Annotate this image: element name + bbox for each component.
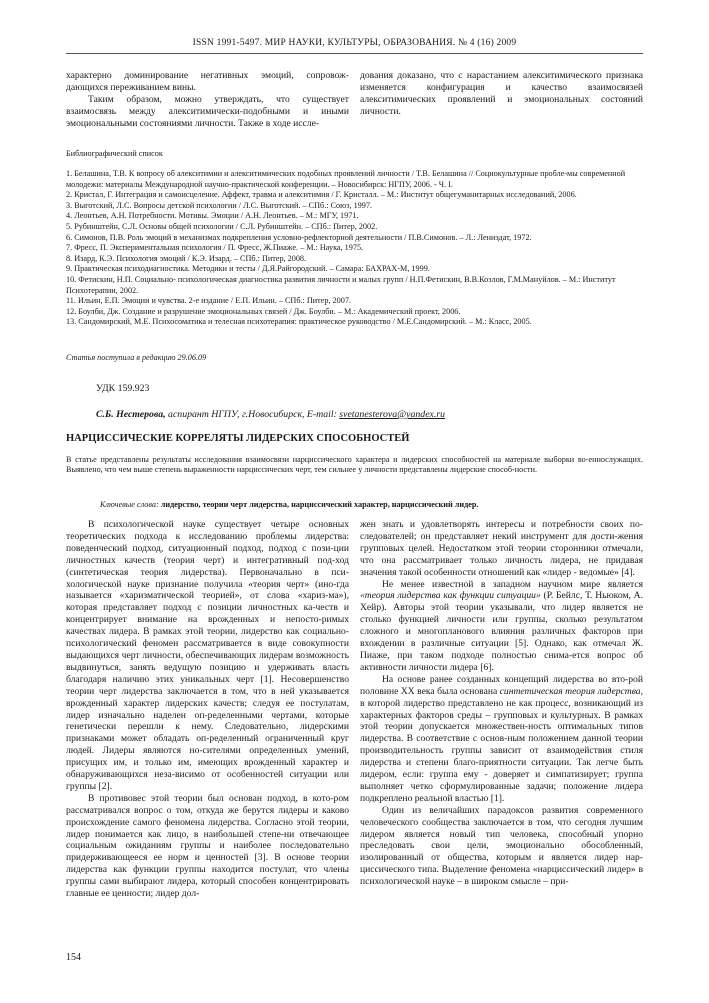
article-title: НАРЦИССИЧЕСКИЕ КОРРЕЛЯТЫ ЛИДЕРСКИХ СПОСОБНОСТЕЙ [66,433,410,444]
abstract: В статье представлены результаты исследования взаимосвязи нарциссического характера и лидерских способностей на материале выборки во-еннослужащих. Выявлено, что чем выше степень выраженности нарциссических черт, тем сильнее у личности представлены лидерские способ-ности. [66,455,643,475]
reference-item: 4. Леонтьев, А.Н. Потребности. Мотивы. Эмоции / А.Н. Леонтьев. – М.: МГУ, 1971. [66,211,359,221]
text-run: жен знать и удовлетворять интересы и потребности своих по-следователей; он представляет некий инструмент для дости-жения групповых целей. Недостатком этой теории сторонники отмечали, что она рассматривает только личность лидера, не придавая значения такой особенности отношений как «лидер - ведомые» [4]. [360,519,643,578]
keywords-label: Ключевые слова: [100,500,159,509]
reference-item: 6. Симонов, П.В. Роль эмоций в механизмах подкрепления условно-рефлекторной деятельности / П.В.Симонов. – Л.: Лениздат, 1972. [66,232,532,242]
text-run: Не менее известной в западном научном мире является [382,578,643,590]
paragraph [360,519,643,579]
text-run: На основе ранее созданных концепций лидерства во вто-рой половине XX века была основана [360,673,643,697]
journal-header: ISSN 1991-5497. МИР НАУКИ, КУЛЬТУРЫ, ОБРАЗОВАНИЯ. № 4 (16) 2009 [66,38,643,54]
reference-item: 10. Фетискин, Н.П. Социально- психологическая диагностика развития личности и малых групп / Н.П.Фетискин, В.В.Козлов, Г.М.Мануйлов. – М.: Институт Психотерапии, 2002. [66,274,616,295]
paragraph [360,805,643,888]
reference-item: 3. Выготский, Л.С. Вопросы детской психологии / Л.С. Выготский. – СПб.: Союз, 1997. [66,200,373,210]
keywords [100,500,643,509]
body-left-column [66,519,349,900]
reference-item: 2. Кристал, Г. Интеграция и самоисцеление. Аффект, травма и алекситимия / Г. Кристалл. – М.: Институт общегуманитарных исследований, 2006. [66,190,577,200]
reference-item: 12. Боулби, Дж. Создание и разрушение эмоциональных связей / Дж. Боулби. – М.: Академический проект, 2006. [66,306,461,316]
emphasis: «теория лидерства как функции ситуации» [360,590,541,602]
top-right-column [360,70,643,130]
received-date: Статья поступила в редакцию 29.06.09 [66,353,207,362]
reference-item: 13. Сандомирский, М.Е. Психосоматика и телесная психотерапия: практическое руководство / М.Е.Сандомирский. – М.: Класс, 2005. [66,317,532,327]
reference-item: 8. Изард, К.Э. Психология эмоций / К.Э. Изард. – СПб.: Питер, 2008. [66,253,307,263]
reference-item: 5. Рубинштейн, С.Л. Основы общей психологии / С.Л. Рубинштейн. – СПб.: Питер, 2002. [66,221,378,231]
paragraph: дования доказано, что с нарастанием алекситимического признака изменяется конфигурация и качество взаимосвязей алекситимических проявлений и эмоциональных состояний личности. [360,70,643,117]
text-run: (Р. Бейлс, Т. Ньюком, А. Хейр). Авторы этой теории указывали, что лидер является не столько функцией личности или группы, сколько результатом сложного и многопланового влияния различных факторов при вхождении в различные ситуации [5]. Однако, как отмечал Ж. Пиаже, при таком подходе полностью снима-ется вопрос об активности личности лидера [6]. [360,590,644,673]
page-number: 154 [66,952,81,963]
emphasis: синтетическая теория лидерства, [499,685,644,697]
text-run: Один из величайших парадоксов развития современного человеческого сообщества заключается в том, что сегодня лучшим лидером является новый тип человека, способный упорно преследовать свои цели, эмоционально обособленный, изолированный от общества, которым и является лидер нар-циссического типа. Выделение феномена «нарциссический лидер» в психологической науке – в широком смысле – при- [360,804,643,888]
text-run: в которой лидерство представлено не как процесс, возникающий из характерных факторов среды – групповых и культурных. В рамках этой теории допускается множествен-ность оптимальных типов лидерства. В соответствие с основ-ным положением данной теории производительность группы зависит от взаимодействия стиля лидерства и степени благо-приятности ситуации. Так легче быть лидером, если: группа ему - доверяет и симпатизирует; группа выполняет четко сформулированные задачи; положение лидера подкреплено реальной властью [1]. [360,697,643,804]
paragraph: В противовес этой теории был основан подход, в кото-ром рассматривался вопрос о том, откуда же берутся лидеры и каково происхождение самого феномена лидерства. Согласно этой теории, лидер понимается как лицо, в наибольшей степе-ни отвечающее социальным ожиданиям группы и наиболее последовательно придерживающееся ее норм и ценностей [3]. В основе теории лидерства как функции группы находится постулат, что члены группы сами выбирают лидера, который способен концентрировать главные ее ценности; лидер дол- [66,792,349,900]
body-right-column [360,519,643,900]
paragraph: Таким образом, можно утверждать, что существует взаимосвязь между алекситимически-подобными и иными эмоциональными состояниями личности. Также в ходе иссле- [66,93,349,129]
author-name: С.Б. Нестерова, [96,409,166,420]
reference-item: 7. Фресс, П. Экспериментальная психология / П. Фресс, Ж.Пиаже. – М.: Наука, 1975. [66,243,364,253]
reference-item: 11. Ильин, Е.П. Эмоции и чувства. 2-е издание / Е.П. Ильин. – СПб.: Питер, 2007. [66,296,351,306]
author-line [96,409,445,420]
top-left-column [66,70,349,130]
reference-item: 1. Белашина, Т.В. К вопросу об алекситимии и алекситимических подобных проявлений личности / Т.В. Белашина // Социокультурные пробле-мы современной молодежи: материалы Международной научно-практической конференции. – Новосибирск: НГПУ, 2006. - Ч. I. [66,169,626,189]
paragraph [360,579,643,674]
paragraph [360,674,643,805]
author-affiliation: аспирант НГПУ, г.Новосибирск, E-mail: [165,409,340,420]
top-columns [66,70,643,130]
reference-item: 9. Практическая психодиагностика. Методики и тесты / Д.Я.Райгородский. – Самара: БАХРАХ-М, 1999. [66,264,430,274]
body-columns [66,519,643,900]
bibliography-heading: Библиографический список [66,149,163,158]
keywords-value: лидерство, теории черт лидерства, нарциссический характер, нарциссический лидер. [158,500,479,509]
author-email-link[interactable]: svetanesterova@yandex.ru [339,409,446,420]
reference-list [66,169,643,328]
udk-code: УДК 159.923 [96,383,150,394]
paragraph: В психологической науке существует четыре основных теоретических подхода к исследованию проблемы лидерства: поведенческий подход, ситуационный подход, подход с пози-ции личностных качеств (теория черт) и интегративный под-ход (синтетическая теория лидерства). Первоначально в пси-хологической науке признание получила «теория черт» (ино-гда называется «харизматической теорией», от слова «хариз-ма»), которая представляет подход с позиции личностных ка-честв и концентрирует внимание на врожденных и непосто-римых качествах лидера. В рамках этой теории, лидерство как социально-психологический феномен рассматривается в виде совокупности выдающихся черт личности, обеспечивающих лидерам возможность выдвинуться, занять ведущую позицию и удерживать власть благодаря наличию этих уникальных черт [1]. Несовершенство теории черт лидерства заключается в том, что в ней указывается врожденный характер лидерских качеств; следуя ее постулатам, лидер изначально наделен оп-ределенными чертами, которые генетически перешли к нему. Следовательно, лидерскими признаками может обладать оп-ределенный ограниченный круг людей. Лидеры являются но-сителями определенных умений, присущих им, и только им, имеющих врожденный характер и обнаруживающихся неза-висимо от особенностей ситуации или группы [2]. [66,519,349,792]
paragraph: характерно доминирование негативных эмоций, сопровож-дающихся переживанием вины. [66,70,349,93]
